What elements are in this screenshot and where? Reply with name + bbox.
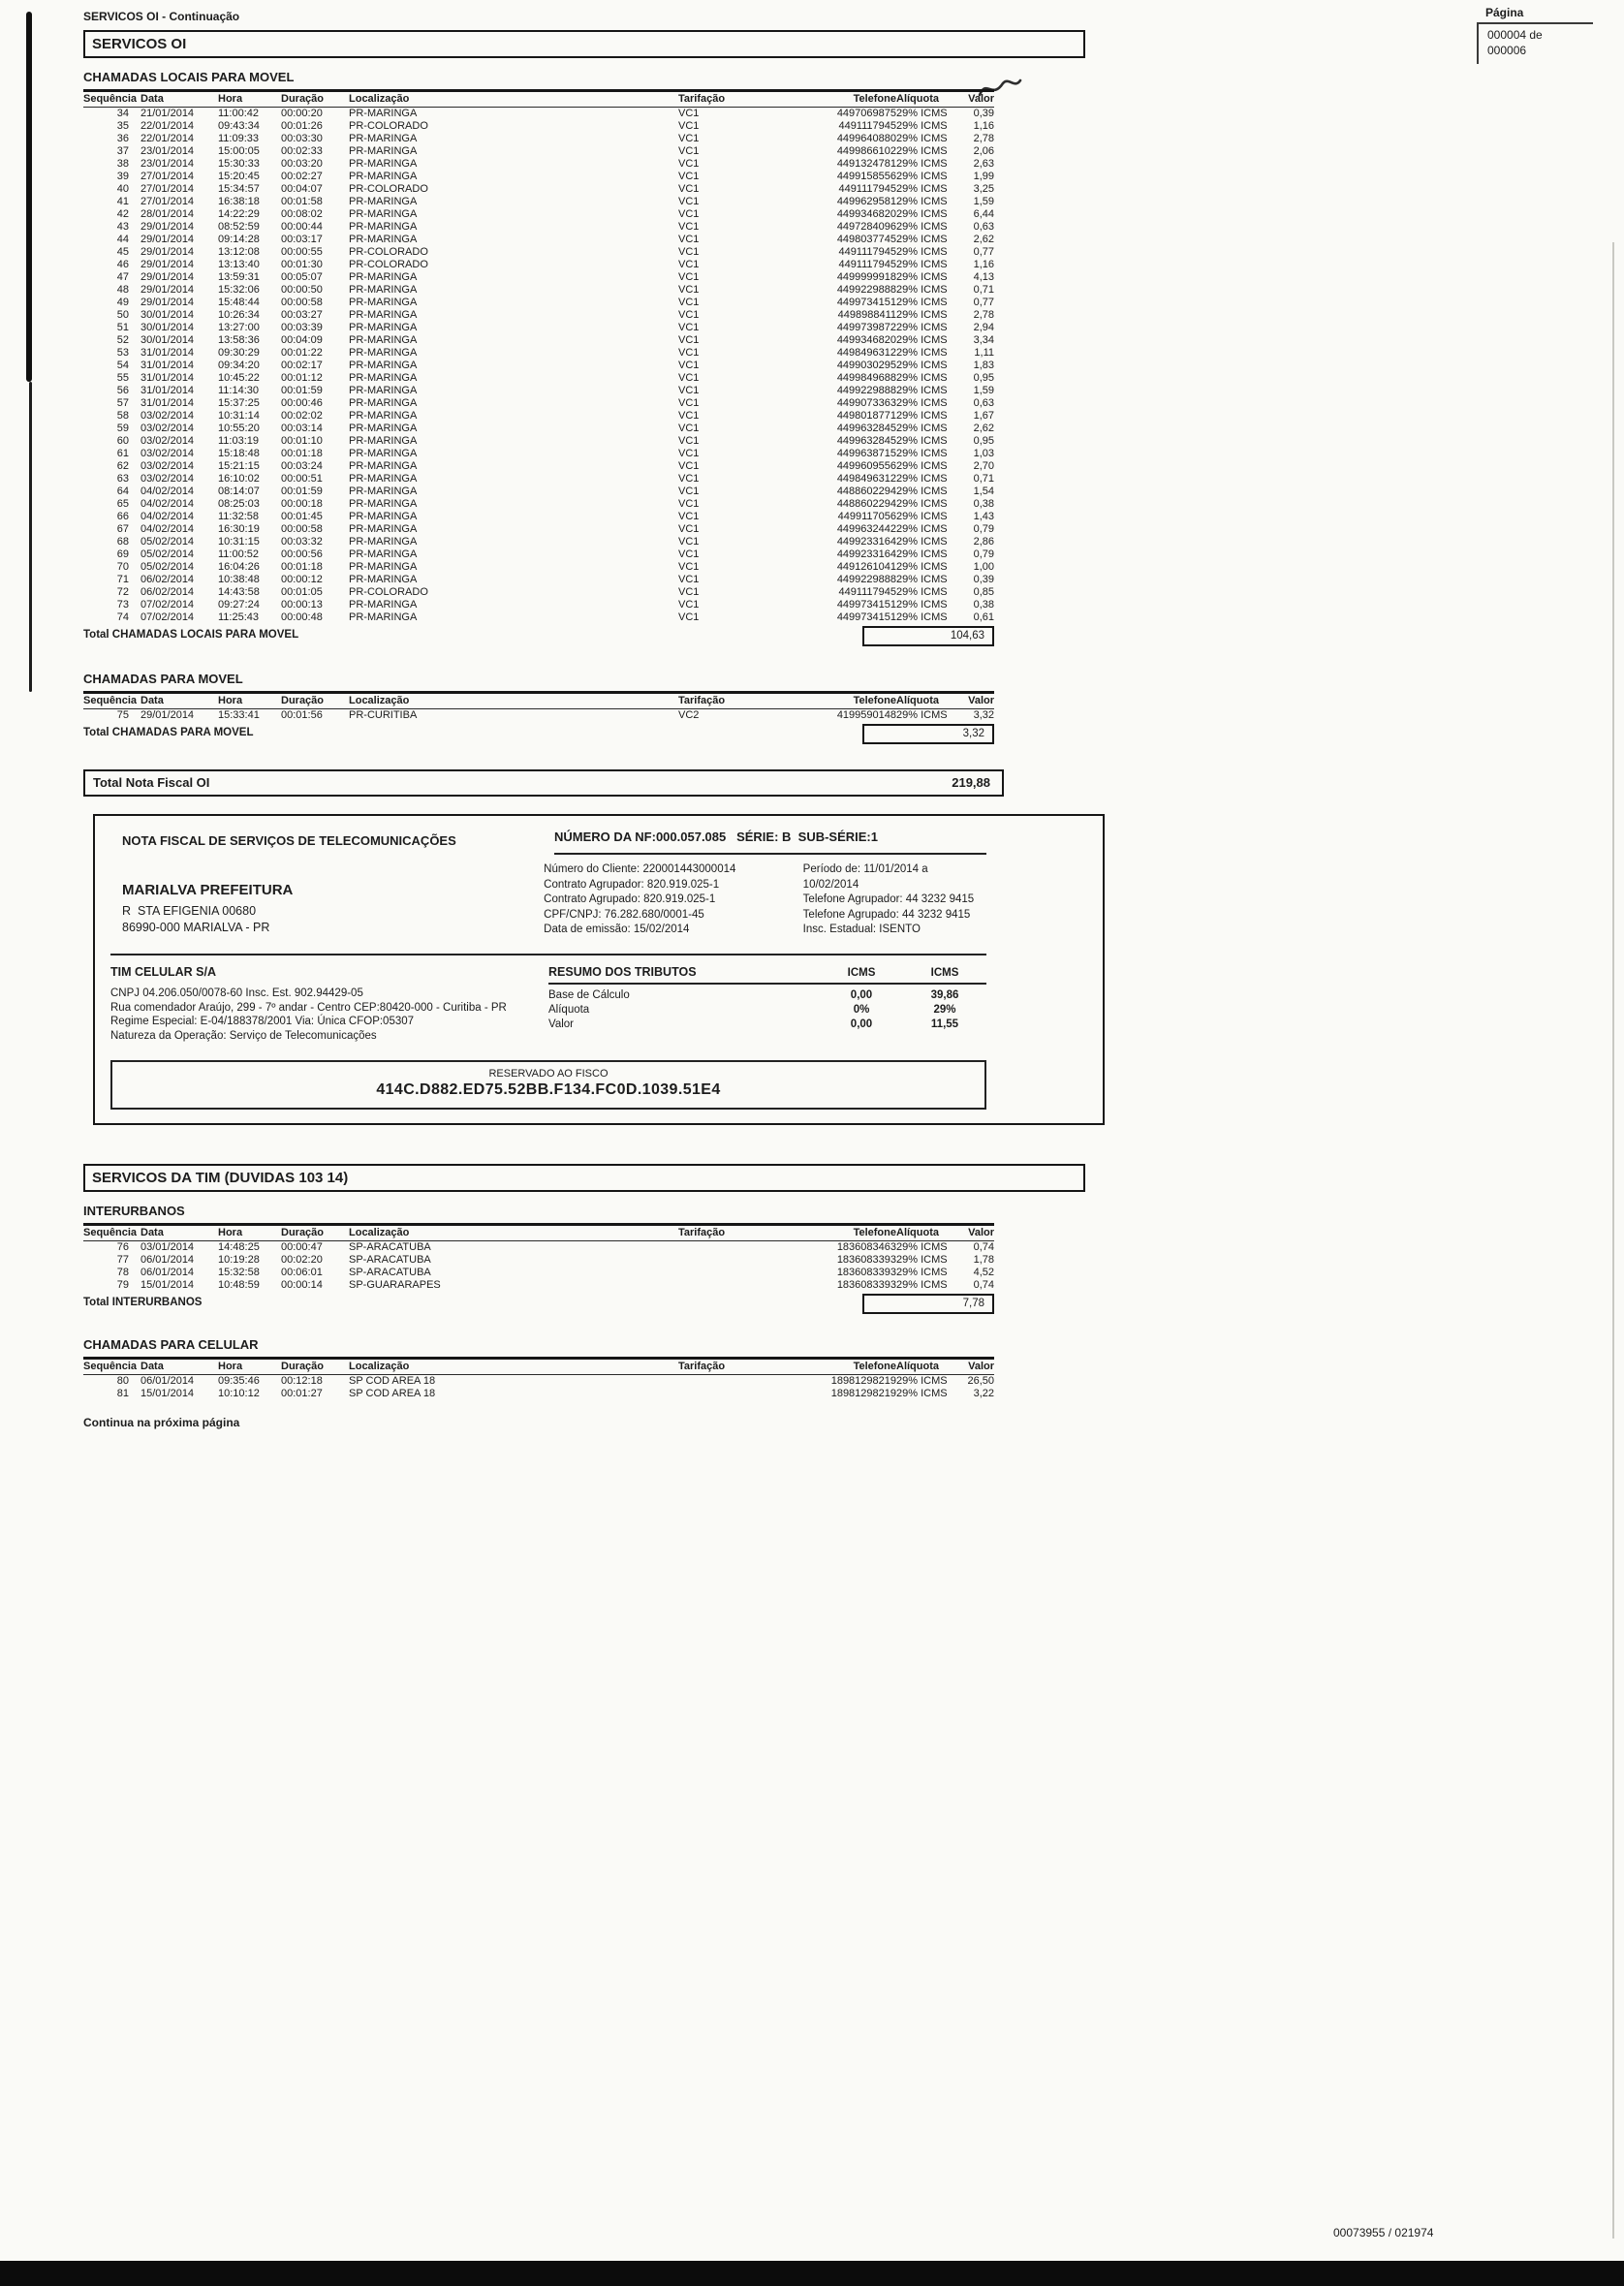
column-header: Tarifação [678, 1227, 726, 1238]
table-row: 41 27/01/2014 16:38:18 00:01:58 PR-MARINGA VC1 4499629581 29% ICMS 1,59 [116, 196, 994, 207]
table-row: 37 23/01/2014 15:00:05 00:02:33 PR-MARINGA VC1 4499866102 29% ICMS 2,06 [116, 145, 994, 157]
column-header: Data [141, 1227, 164, 1238]
table-row: Base de Cálculo 0,00 39,86 [548, 988, 959, 1001]
page-total: 000006 [1487, 44, 1527, 57]
table-row: 63 03/02/2014 16:10:02 00:00:51 PR-MARINGA VC1 4498496312 29% ICMS 0,71 [116, 473, 994, 485]
column-header: Telefone [853, 1227, 896, 1238]
table-row: 61 03/02/2014 15:18:48 00:01:18 PR-MARINGA VC1 4499638715 29% ICMS 1,03 [116, 448, 994, 459]
invoice-info-col2 [803, 862, 986, 938]
column-header: Valor [968, 695, 994, 706]
column-header: Alíquota [896, 1227, 939, 1238]
table-row: 73 07/02/2014 09:27:24 00:00:13 PR-MARINGA VC1 4499734151 29% ICMS 0,38 [116, 599, 994, 611]
issuer-name: TIM CELULAR S/A [110, 964, 217, 979]
customer-block [110, 862, 544, 938]
table-row: 71 06/02/2014 10:38:48 00:00:12 PR-MARINGA VC1 4499229888 29% ICMS 0,39 [116, 574, 994, 585]
interurbanos-table [83, 1223, 994, 1292]
table-row: 62 03/02/2014 15:21:15 00:03:24 PR-MARINGA VC1 4499609556 29% ICMS 2,70 [116, 460, 994, 472]
chamadas-movel-heading: CHAMADAS PARA MOVEL [83, 672, 243, 686]
table-row: 75 29/01/2014 15:33:41 00:01:56 PR-CURITIBA VC2 4199590148 29% ICMS 3,32 [116, 709, 994, 721]
document-content [83, 10, 1120, 1429]
customer-city: 86990-000 MARIALVA - PR [122, 921, 270, 934]
column-header: Valor [968, 93, 994, 105]
tax-summary-table [548, 965, 986, 1032]
column-header: Sequência [83, 93, 138, 105]
page-word: Página [1485, 6, 1524, 19]
total-label: Total INTERURBANOS [83, 1297, 203, 1308]
issuer-cnpj: CNPJ 04.206.050/0078-60 Insc. Est. 902.94429-05 [110, 987, 363, 999]
interurbanos-rows [83, 1241, 994, 1293]
column-header: Sequência [83, 1361, 138, 1372]
column-header: Telefone [853, 1361, 896, 1372]
column-header: Tarifação [678, 695, 726, 706]
table-row: 74 07/02/2014 11:25:43 00:00:48 PR-MARINGA VC1 4499734151 29% ICMS 0,61 [116, 611, 994, 623]
chamadas-movel-rows [83, 709, 994, 723]
table-row: 59 03/02/2014 10:55:20 00:03:14 PR-MARINGA VC1 4499632845 29% ICMS 2,62 [116, 423, 994, 434]
table-row: 66 04/02/2014 11:32:58 00:01:45 PR-MARINGA VC1 4499117056 29% ICMS 1,43 [116, 511, 994, 522]
column-header: Duração [281, 1361, 325, 1372]
issuer-natureza: Natureza da Operação: Serviço de Telecomunicações [110, 1029, 377, 1042]
table-row: Alíquota 0% 29% [548, 1003, 956, 1016]
total-value-box: 3,32 [862, 724, 994, 744]
total-nota-value: 219,88 [952, 775, 990, 790]
column-header: Tarifação [678, 1361, 726, 1372]
interurbanos-heading: INTERURBANOS [83, 1204, 185, 1218]
invoice-info [544, 862, 986, 938]
column-header: Valor [968, 1227, 994, 1238]
column-header: Telefone [853, 93, 896, 105]
servicos-tim-box-title: SERVICOS DA TIM (DUVIDAS 103 14) [83, 1164, 1085, 1192]
tax-summary-block [548, 965, 986, 1044]
table-row: 38 23/01/2014 15:30:33 00:03:20 PR-MARINGA VC1 4491324781 29% ICMS 2,63 [116, 158, 994, 170]
table-row: 54 31/01/2014 09:34:20 00:02:17 PR-MARINGA VC1 4499030295 29% ICMS 1,83 [116, 360, 994, 371]
customer-name: MARIALVA PREFEITURA [122, 882, 294, 898]
column-header: Data [141, 1361, 164, 1372]
column-header: Telefone [853, 695, 896, 706]
table-row: 77 06/01/2014 10:19:28 00:02:20 SP-ARACATUBA 1836083393 29% ICMS 1,78 [116, 1254, 994, 1266]
table-header-row [83, 1225, 994, 1241]
chamadas-movel-total [83, 724, 994, 744]
fisco-code: 414C.D882.ED75.52BB.F134.FC0D.1039.51E4 [376, 1081, 721, 1098]
column-header: Localização [349, 695, 410, 706]
info-line: Período de: 11/01/2014 a 10/02/2014 [802, 863, 928, 891]
table-row: 57 31/01/2014 15:37:25 00:00:46 PR-MARINGA VC1 4499073363 29% ICMS 0,63 [116, 397, 994, 409]
total-value-box: 7,78 [862, 1294, 994, 1314]
table-row: 79 15/01/2014 10:48:59 00:00:14 SP-GUARARAPES 1836083393 29% ICMS 0,74 [116, 1279, 994, 1291]
column-header: Data [141, 93, 164, 105]
table-row: 51 30/01/2014 13:27:00 00:03:39 PR-MARINGA VC1 4499739872 29% ICMS 2,94 [116, 322, 994, 333]
column-header: Duração [281, 1227, 325, 1238]
chamadas-movel-table [83, 691, 994, 722]
continuation-header: SERVICOS OI - Continuação [83, 10, 240, 23]
column-header: Alíquota [896, 695, 939, 706]
table-row: 44 29/01/2014 09:14:28 00:03:17 PR-MARINGA VC1 4498037745 29% ICMS 2,62 [116, 234, 994, 245]
column-header: Tarifação [678, 93, 726, 105]
chamadas-celular-table [83, 1357, 994, 1400]
column-header: Alíquota [896, 1361, 939, 1372]
table-row: 80 06/01/2014 09:35:46 00:12:18 SP COD AREA 18 18981298219 29% ICMS 26,50 [116, 1375, 994, 1387]
nota-fiscal-bottom [110, 965, 986, 1044]
table-row: 42 28/01/2014 14:22:29 00:08:02 PR-MARINGA VC1 4499346820 29% ICMS 6,44 [116, 208, 994, 220]
table-row: 53 31/01/2014 09:30:29 00:01:22 PR-MARINGA VC1 4498496312 29% ICMS 1,11 [116, 347, 994, 359]
scan-artifact-right-line [1612, 242, 1614, 2239]
chamadas-locais-table [83, 89, 994, 624]
column-header: Alíquota [896, 93, 939, 105]
table-row: 39 27/01/2014 15:20:45 00:02:27 PR-MARINGA VC1 4499158556 29% ICMS 1,99 [116, 171, 994, 182]
table-row: 49 29/01/2014 15:48:44 00:00:58 PR-MARINGA VC1 4499734151 29% ICMS 0,77 [116, 297, 994, 308]
total-nota-fiscal-box [83, 769, 1004, 797]
page-number-block [1477, 6, 1593, 64]
issuer-address: Rua comendador Araújo, 299 - 7º andar - Centro CEP:80420-000 - Curitiba - PR [110, 1001, 507, 1014]
column-header: Duração [281, 695, 325, 706]
info-line: Contrato Agrupado: 820.919.025-1 [544, 893, 716, 905]
column-header: Localização [349, 93, 410, 105]
table-row: 43 29/01/2014 08:52:59 00:00:44 PR-MARINGA VC1 4497284096 29% ICMS 0,63 [116, 221, 994, 233]
column-header: Localização [349, 1227, 410, 1238]
column-header: Valor [968, 1361, 994, 1372]
table-row: 64 04/02/2014 08:14:07 00:01:59 PR-MARINGA VC1 4488602294 29% ICMS 1,54 [116, 485, 994, 497]
chamadas-locais-total [83, 626, 994, 646]
table-row: 76 03/01/2014 14:48:25 00:00:47 SP-ARACATUBA 1836083463 29% ICMS 0,74 [116, 1241, 994, 1253]
table-header-row [83, 1359, 994, 1375]
table-row: 40 27/01/2014 15:34:57 00:04:07 PR-COLORADO VC1 4491117945 29% ICMS 3,25 [116, 183, 994, 195]
column-header: Sequência [83, 695, 138, 706]
table-row: 52 30/01/2014 13:58:36 00:04:09 PR-MARINGA VC1 4499346820 29% ICMS 3,34 [116, 334, 994, 346]
page-current: 000004 de [1487, 28, 1543, 42]
invoice-info-col1 [544, 862, 784, 938]
table-row: 36 22/01/2014 11:09:33 00:03:30 PR-MARINGA VC1 4499640880 29% ICMS 2,78 [116, 133, 994, 144]
scan-artifact-bottom-bar [0, 2261, 1624, 2286]
nota-fiscal-title: NOTA FISCAL DE SERVIÇOS DE TELECOMUNICAÇÕES [122, 833, 456, 848]
info-line: Telefone Agrupado: 44 3232 9415 [802, 908, 971, 921]
servicos-oi-box-title: SERVICOS OI [83, 30, 1085, 58]
interurbanos-total [83, 1294, 994, 1314]
column-header: ICMS [847, 966, 876, 979]
table-row: 50 30/01/2014 10:26:34 00:03:27 PR-MARINGA VC1 4498988411 29% ICMS 2,78 [116, 309, 994, 321]
table-row: 47 29/01/2014 13:59:31 00:05:07 PR-MARINGA VC1 4499999918 29% ICMS 4,13 [116, 271, 994, 283]
info-line: CPF/CNPJ: 76.282.680/0001-45 [544, 908, 704, 921]
nota-fiscal-box [93, 814, 1105, 1125]
table-row: 65 04/02/2014 08:25:03 00:00:18 PR-MARINGA VC1 4488602294 29% ICMS 0,38 [116, 498, 994, 510]
table-row: 68 05/02/2014 10:31:15 00:03:32 PR-MARINGA VC1 4499233164 29% ICMS 2,86 [116, 536, 994, 548]
column-header: Data [141, 695, 164, 706]
table-header-row [83, 91, 994, 108]
table-row: 72 06/02/2014 14:43:58 00:01:05 PR-COLORADO VC1 4491117945 29% ICMS 0,85 [116, 586, 994, 598]
page-numbers [1477, 22, 1593, 64]
info-line: Telefone Agrupador: 44 3232 9415 [802, 893, 975, 905]
table-row: 56 31/01/2014 11:14:30 00:01:59 PR-MARINGA VC1 4499229888 29% ICMS 1,59 [116, 385, 994, 396]
chamadas-celular-heading: CHAMADAS PARA CELULAR [83, 1337, 259, 1352]
table-row: 45 29/01/2014 13:12:08 00:00:55 PR-COLORADO VC1 4491117945 29% ICMS 0,77 [116, 246, 994, 258]
reservado-fisco-box [110, 1060, 986, 1110]
total-nota-label: Total Nota Fiscal OI [93, 775, 210, 790]
customer-address: R STA EFIGENIA 00680 [122, 904, 257, 918]
table-row: 60 03/02/2014 11:03:19 00:01:10 PR-MARINGA VC1 4499632845 29% ICMS 0,95 [116, 435, 994, 447]
table-row: 70 05/02/2014 16:04:26 00:01:18 PR-MARINGA VC1 4491261041 29% ICMS 1,00 [116, 561, 994, 573]
info-line: Número do Cliente: 220001443000014 [544, 863, 736, 875]
nota-fiscal-header [110, 830, 986, 855]
chamadas-locais-heading: CHAMADAS LOCAIS PARA MOVEL [83, 70, 295, 84]
table-row: 78 06/01/2014 15:32:58 00:06:01 SP-ARACATUBA 1836083393 29% ICMS 4,52 [116, 1267, 994, 1278]
column-header: Duração [281, 93, 325, 105]
table-row: 48 29/01/2014 15:32:06 00:00:50 PR-MARINGA VC1 4499229888 29% ICMS 0,71 [116, 284, 994, 296]
footer-document-code: 00073955 / 021974 [1333, 2226, 1434, 2239]
chamadas-locais-rows [83, 108, 994, 625]
info-line: Data de emissão: 15/02/2014 [544, 924, 690, 935]
column-header: Hora [218, 695, 243, 706]
total-value-box: 104,63 [862, 626, 994, 646]
column-header: RESUMO DOS TRIBUTOS [548, 964, 697, 979]
column-header: Sequência [83, 1227, 138, 1238]
table-row: 35 22/01/2014 09:43:34 00:01:26 PR-COLORADO VC1 4491117945 29% ICMS 1,16 [116, 120, 994, 132]
column-header: Hora [218, 1361, 243, 1372]
chamadas-celular-rows [83, 1375, 994, 1401]
nota-fiscal-number: NÚMERO DA NF:000.057.085 SÉRIE: B SUB-SÉRIE:1 [554, 830, 986, 855]
column-header: ICMS [930, 966, 959, 979]
tax-header-row [548, 965, 986, 984]
scan-artifact-left-line [29, 382, 32, 692]
column-header: Hora [218, 93, 243, 105]
info-line: Insc. Estadual: ISENTO [802, 924, 921, 935]
column-header: Hora [218, 1227, 243, 1238]
table-header-row [83, 693, 994, 709]
issuer-block [110, 965, 548, 1044]
total-label: Total CHAMADAS PARA MOVEL [83, 727, 254, 738]
divider [110, 954, 986, 955]
tax-rows [548, 984, 986, 1032]
column-header: Localização [349, 1361, 410, 1372]
info-line: Contrato Agrupador: 820.919.025-1 [544, 878, 720, 891]
table-row: 55 31/01/2014 10:45:22 00:01:12 PR-MARINGA VC1 4499849688 29% ICMS 0,95 [116, 372, 994, 384]
total-label: Total CHAMADAS LOCAIS PARA MOVEL [83, 629, 299, 641]
scan-artifact-left-bar [26, 12, 32, 382]
issuer-regime: Regime Especial: E-04/188378/2001 Via: Única CFOP:05307 [110, 1016, 415, 1027]
table-row: 46 29/01/2014 13:13:40 00:01:30 PR-COLORADO VC1 4491117945 29% ICMS 1,16 [116, 259, 994, 270]
table-row: 58 03/02/2014 10:31:14 00:02:02 PR-MARINGA VC1 4498018771 29% ICMS 1,67 [116, 410, 994, 422]
nota-fiscal-mid [110, 862, 986, 938]
table-row: 69 05/02/2014 11:00:52 00:00:56 PR-MARINGA VC1 4499233164 29% ICMS 0,79 [116, 548, 994, 560]
fisco-label: RESERVADO AO FISCO [488, 1068, 609, 1080]
table-row: 67 04/02/2014 16:30:19 00:00:58 PR-MARINGA VC1 4499632442 29% ICMS 0,79 [116, 523, 994, 535]
table-row: 81 15/01/2014 10:10:12 00:01:27 SP COD AREA 18 18981298219 29% ICMS 3,22 [116, 1388, 994, 1399]
continuation-note: Continua na próxima página [83, 1416, 240, 1429]
table-row: 34 21/01/2014 11:00:42 00:00:20 PR-MARINGA VC1 4497069875 29% ICMS 0,39 [116, 108, 994, 119]
table-row: Valor 0,00 11,55 [548, 1018, 959, 1030]
